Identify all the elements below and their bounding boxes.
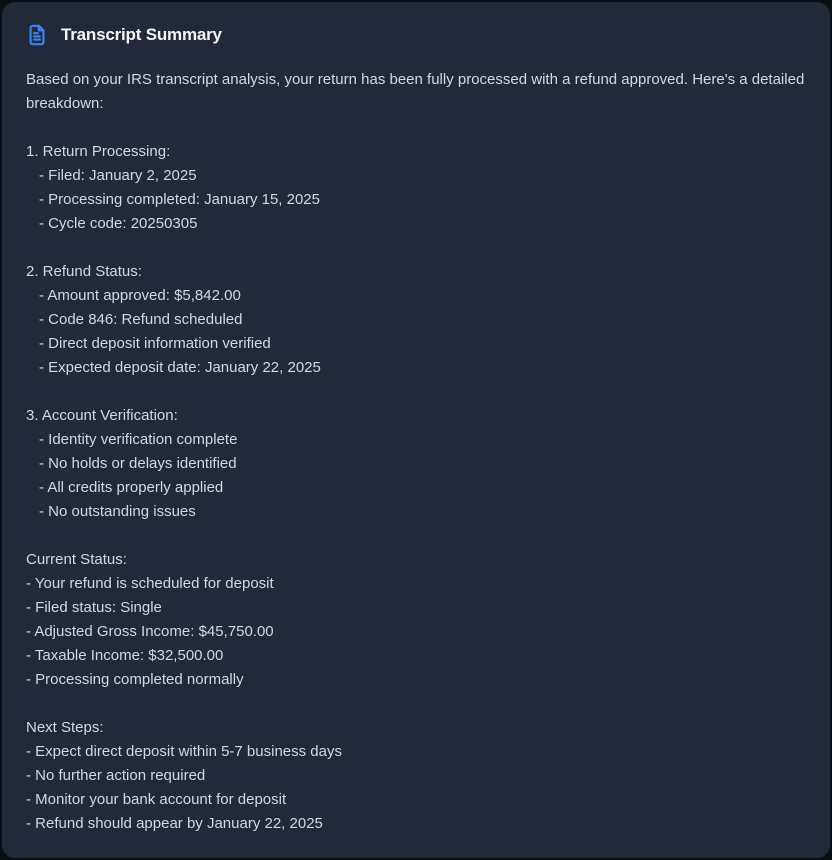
list-item: - Refund should appear by January 22, 2025 [26,815,323,832]
list-item: - Filed: January 2, 2025 [39,167,197,184]
list-item: - Code 846: Refund scheduled [39,311,243,328]
message-body [26,140,806,836]
transcript-section [26,404,806,524]
section-heading: Next Steps: [26,719,104,736]
list-item: - Filed status: Single [26,599,162,616]
list-item: - Cycle code: 20250305 [39,215,198,232]
transcript-summary-card [2,2,830,858]
list-item: - Your refund is scheduled for deposit [26,575,274,592]
list-item: - Direct deposit information verified [39,335,271,352]
transcript-section [26,548,806,692]
transcript-section [26,140,806,236]
list-item: - No further action required [26,767,206,784]
list-item: - Amount approved: $5,842.00 [39,287,241,304]
message-intro: Based on your IRS transcript analysis, your return has been fully processed with a refund approved. Here's a detailed breakdown: [26,71,809,112]
section-heading: 1. Return Processing: [26,143,171,160]
list-item: - No holds or delays identified [39,455,237,472]
list-item: - All credits properly applied [39,479,224,496]
list-item: - No outstanding issues [39,503,196,520]
file-text-icon [26,24,48,46]
list-item: - Adjusted Gross Income: $45,750.00 [26,623,274,640]
transcript-section [26,716,806,836]
list-item: - Monitor your bank account for deposit [26,791,287,808]
list-item: - Expected deposit date: January 22, 2025 [39,359,321,376]
section-heading: 2. Refund Status: [26,263,142,280]
list-item: - Processing completed: January 15, 2025 [39,191,320,208]
section-heading: 3. Account Verification: [26,407,178,424]
transcript-section [26,260,806,380]
page-title: Transcript Summary [61,25,222,44]
list-item: - Processing completed normally [26,671,244,688]
card-header [26,22,806,48]
section-heading: Current Status: [26,551,127,568]
list-item: - Expect direct deposit within 5-7 business days [26,743,342,760]
list-item: - Identity verification complete [39,431,238,448]
list-item: - Taxable Income: $32,500.00 [26,647,224,664]
